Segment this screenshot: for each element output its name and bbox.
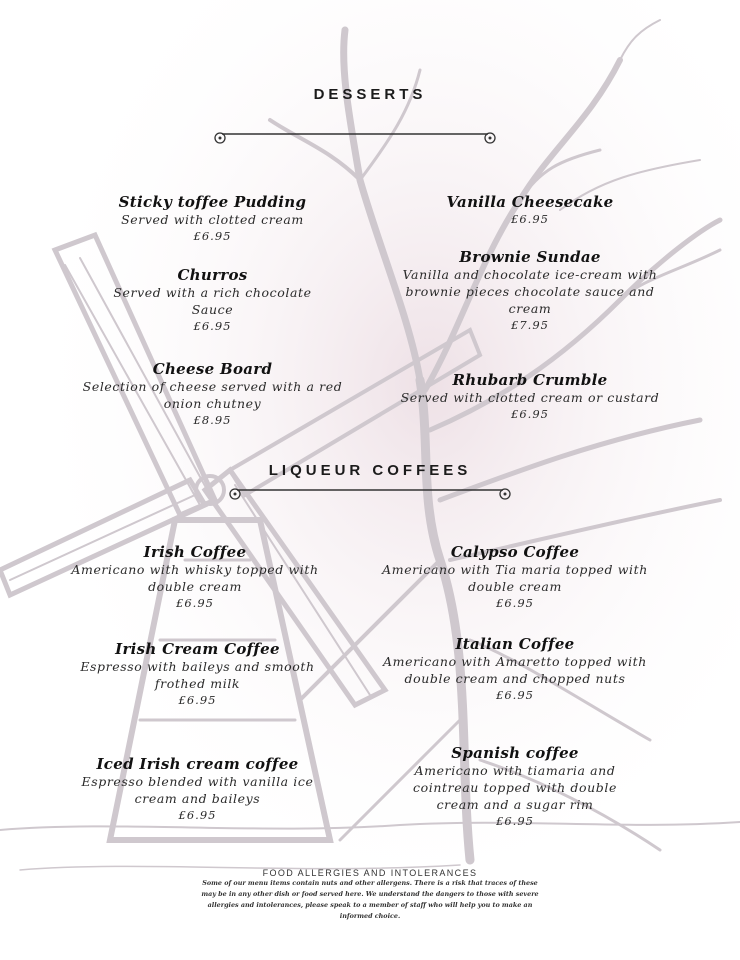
menu-item-irish-cream-coffee [65,640,330,709]
item-description: Americano with tiamaria and cointreau topped with double cream and a sugar rim [413,763,617,812]
item-description: Espresso blended with vanilla ice cream and baileys [81,774,314,806]
item-name: Rhubarb Crumble [452,371,608,389]
item-price: £6.95 [496,688,534,702]
menu-item-cheese-board [70,360,355,429]
item-description: Vanilla and chocolate ice-cream with brownie pieces chocolate sauce and cream [402,267,658,316]
allergy-notice [190,868,550,922]
menu-item-calypso-coffee [380,543,650,612]
menu-item-italian-coffee [380,635,650,704]
menu-item-rhubarb-crumble [385,371,675,423]
item-name: Irish Coffee [143,543,247,561]
item-price: £6.95 [178,808,217,822]
item-description: Americano with Amaretto topped with double cream and chopped nuts [383,654,647,686]
desserts-heading: DESSERTS [313,86,427,103]
item-price: £6.95 [496,814,534,828]
item-price: £6.95 [176,596,214,610]
item-name: Churros [177,266,248,284]
menu-item-sticky-toffee-pudding [80,193,345,245]
item-price: £6.95 [511,212,549,226]
menu-item-churros [95,266,330,335]
item-price: £6.95 [193,319,232,333]
desserts-divider [210,128,500,148]
item-description: Americano with whisky topped with double cream [71,562,319,594]
item-description: Americano with Tia maria topped with double cream [382,562,648,594]
allergy-notice-text: Some of our menu items contain nuts and other allergens. There is a risk that traces of these may be in any other dish or food served here. We understand the dangers to those with severe allergies and intolerances, please speak to a member of staff who will help you to make an informed choice. [201,879,539,920]
item-price: £6.95 [193,229,232,243]
allergy-notice-title: FOOD ALLERGIES AND INTOLERANCES [262,868,478,878]
item-name: Calypso Coffee [450,543,580,561]
item-price: £6.95 [511,407,549,421]
item-name: Irish Cream Coffee [115,640,280,658]
item-description: Selection of cheese served with a red onion chutney [82,379,343,411]
item-price: £8.95 [193,413,232,427]
menu-item-vanilla-cheesecake [400,193,660,228]
liqueur-divider [225,484,515,504]
item-name: Brownie Sundae [459,248,601,266]
item-name: Sticky toffee Pudding [118,193,307,211]
item-description: Espresso with baileys and smooth frothed milk [80,659,315,691]
liqueur-coffees-heading: LIQUEUR COFFEES [268,462,472,479]
item-name: Iced Irish cream coffee [96,755,299,773]
menu-item-spanish-coffee [390,744,640,830]
item-name: Cheese Board [152,360,273,378]
item-price: £6.95 [178,693,217,707]
item-description: Served with a rich chocolate Sauce [113,285,312,317]
item-name: Spanish coffee [451,744,579,762]
item-name: Italian Coffee [455,635,575,653]
item-name: Vanilla Cheesecake [446,193,614,211]
item-description: Served with clotted cream or custard [400,390,660,405]
menu-item-irish-coffee [55,543,335,612]
item-description: Served with clotted cream [121,212,304,227]
item-price: £7.95 [511,318,549,332]
menu-item-brownie-sundae [385,248,675,334]
item-price: £6.95 [496,596,534,610]
menu-item-iced-irish-cream-coffee [60,755,335,824]
